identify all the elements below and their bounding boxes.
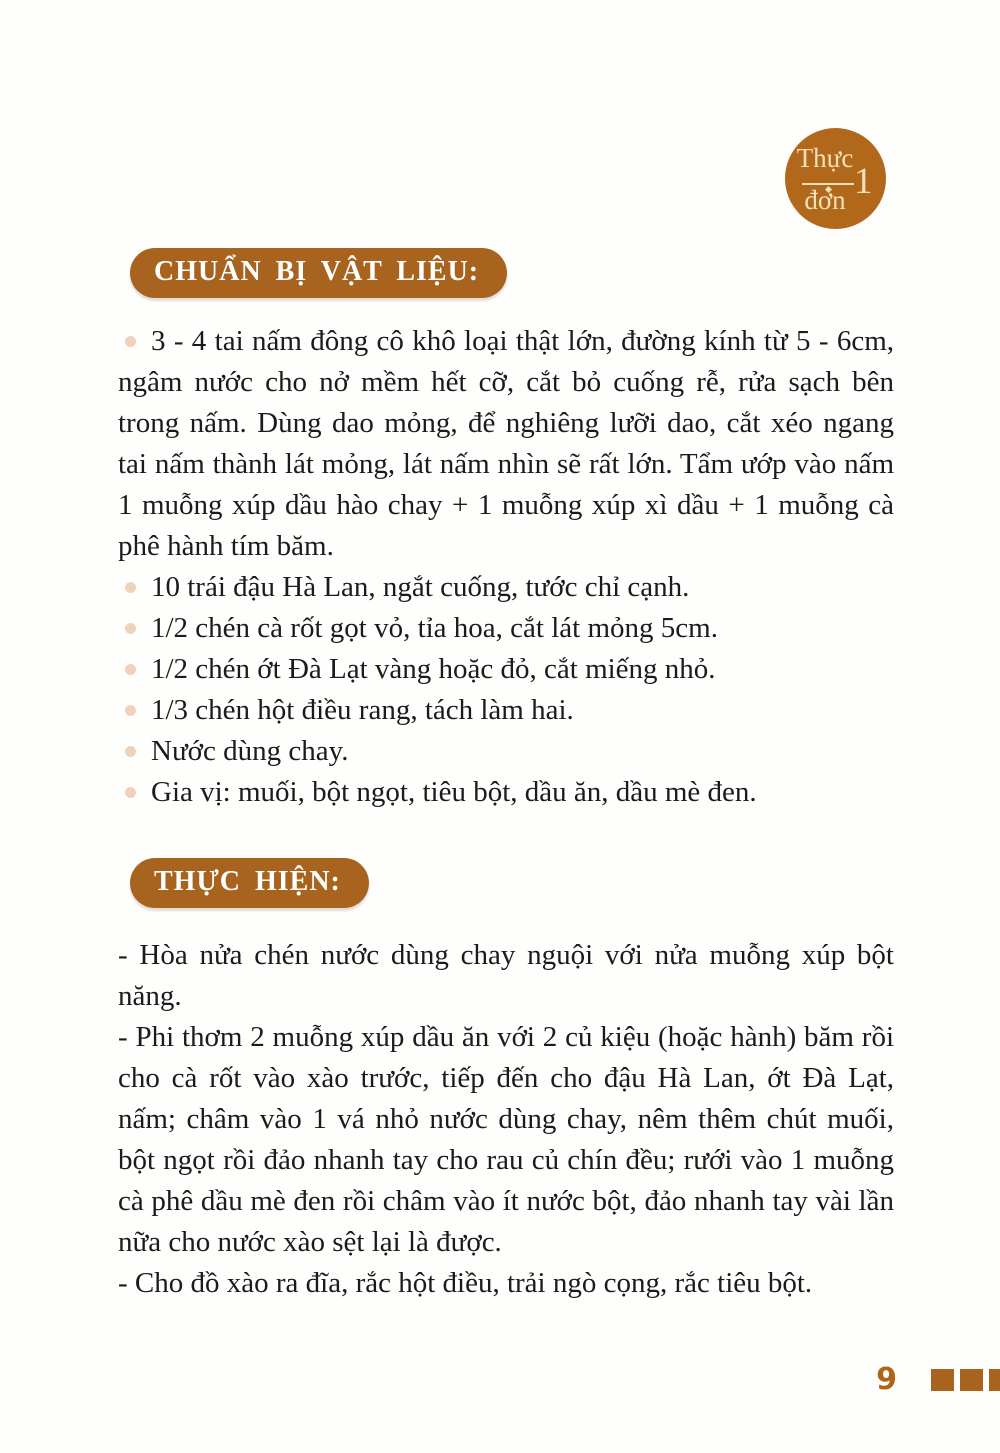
bullet-icon [125,336,136,347]
footer-square [960,1369,983,1391]
ingredients-list [118,321,894,813]
ingredient-item [118,772,894,813]
step-item: - Hòa nửa chén nước dùng chay nguội với nửa muỗng xúp bột năng. [118,939,894,1012]
footer-squares-icon [925,1369,1000,1391]
bullet-icon [125,582,136,593]
step-item: - Phi thơm 2 muỗng xúp dầu ăn với 2 củ kiệu (hoặc hành) băm rồi cho cà rốt vào xào trước, tiếp đến cho đậu Hà Lan, ớt Đà Lạt, nấm; châm vào 1 vá nhỏ nước dùng chay, nêm thêm chút muối, bột ngọt rồi đảo nhanh tay cho rau củ chín đều; rưới vào 1 muỗng cà phê dầu mè đen rồi châm vào ít nước bột, đảo nhanh tay vài lần nữa cho nước xào sệt lại là được. [118,1021,894,1258]
bullet-icon [125,787,136,798]
bullet-icon [125,705,136,716]
section-header-ingredients: CHUẨN BỊ VẬT LIỆU: [130,248,507,298]
ingredient-text: 1/2 chén cà rốt gọt vỏ, tỉa hoa, cắt lát mỏng 5cm. [151,612,718,644]
bullet-icon [125,664,136,675]
ingredient-item [118,567,894,608]
ingredient-item [118,608,894,649]
ingredient-text: 1/2 chén ớt Đà Lạt vàng hoặc đỏ, cắt miếng nhỏ. [151,653,716,685]
ingredient-text: Nước dùng chay. [151,735,349,767]
steps-list [118,935,894,1304]
section-header-steps: THỰC HIỆN: [130,858,369,908]
bullet-icon [125,623,136,634]
ingredient-text: 1/3 chén hột điều rang, tách làm hai. [151,694,574,726]
page-number: 9 [876,1362,897,1397]
footer-square [931,1369,954,1391]
ingredient-item [118,690,894,731]
footer-square [989,1369,1000,1391]
ingredient-item [118,649,894,690]
badge-word-top: Thực [796,143,854,173]
ingredient-text: 10 trái đậu Hà Lan, ngắt cuống, tước chỉ cạnh. [151,571,690,603]
bullet-icon [125,746,136,757]
ingredient-text: 3 - 4 tai nấm đông cô khô loại thật lớn, đường kính từ 5 - 6cm, ngâm nước cho nở mềm hết cỡ, cắt bỏ cuống rễ, rửa sạch bên trong nấm. Dùng dao mỏng, để nghiêng lưỡi dao, cắt xéo ngang tai nấm thành lát mỏng, lát nấm nhìn sẽ rất lớn. Tẩm ướp vào nấm 1 muỗng xúp dầu hào chay + 1 muỗng xúp xì dầu + 1 muỗng cà phê hành tím băm. [118,325,894,562]
ingredient-item [118,731,894,772]
badge-menu-number: 1 [854,161,873,202]
ingredient-text: Gia vị: muối, bột ngọt, tiêu bột, dầu ăn, dầu mè đen. [151,776,757,808]
page-content [118,0,894,1304]
step-item: - Cho đồ xào ra đĩa, rắc hột điều, trải ngò cọng, rắc tiêu bột. [118,1267,813,1299]
badge-word-bottom: đơn [804,185,846,215]
ingredient-item [118,321,894,567]
page-footer [876,1362,1000,1397]
